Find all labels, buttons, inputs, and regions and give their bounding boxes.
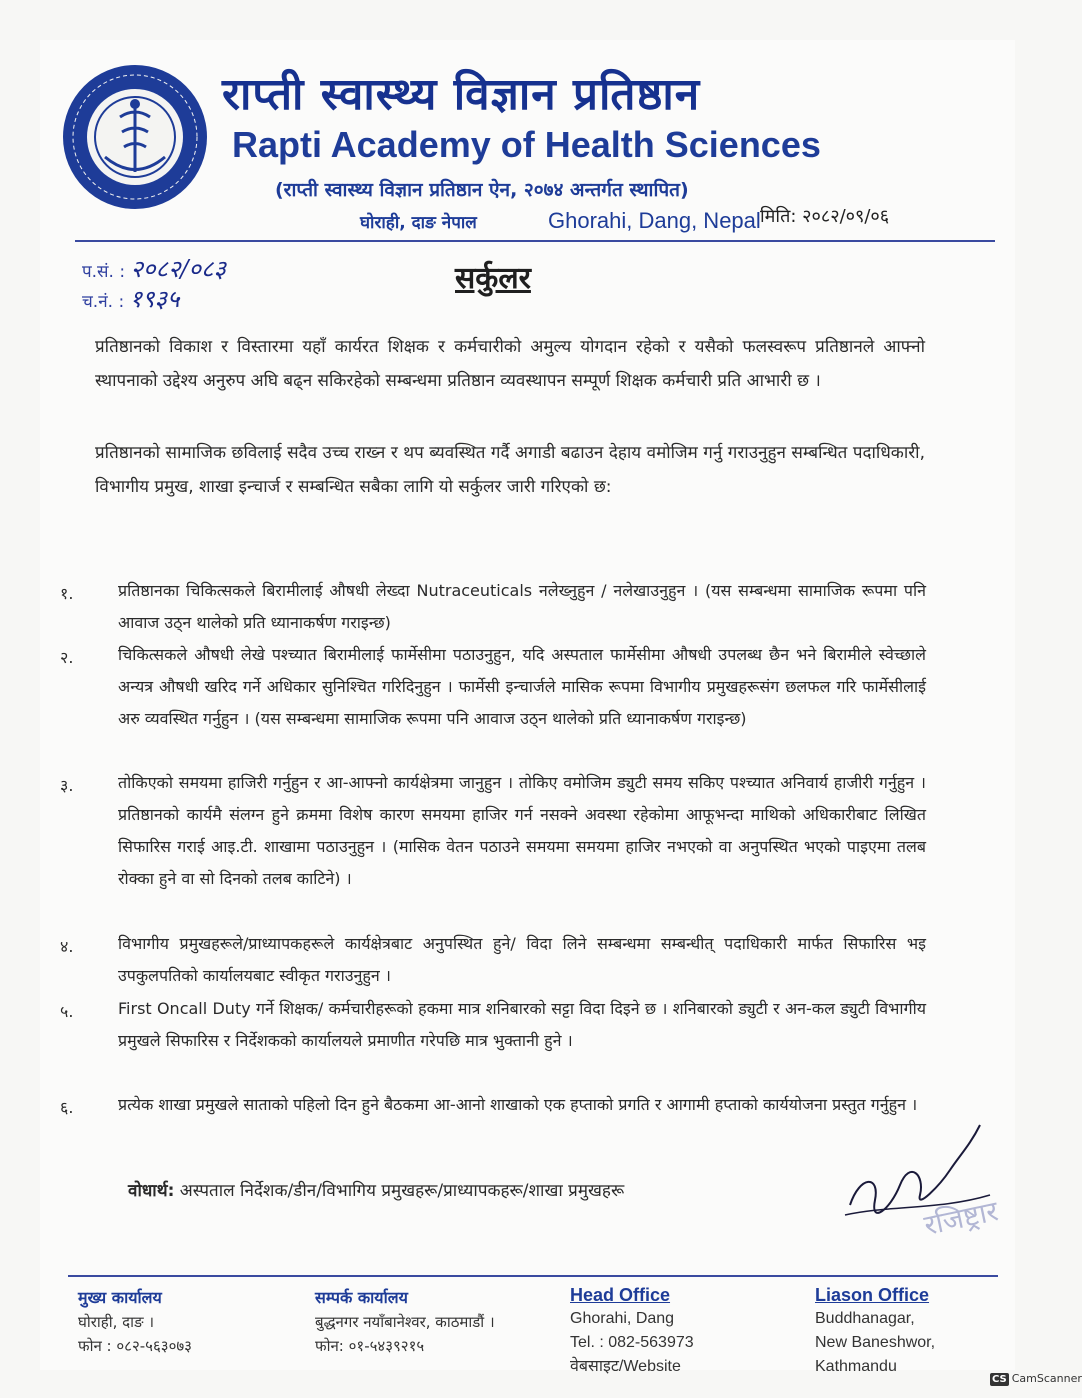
head-office-phone: Tel. : 082-563973	[570, 1334, 694, 1351]
head-office-title: Head Office	[570, 1285, 671, 1305]
liason-office-title: Liason Office	[815, 1285, 930, 1305]
title-english: Rapti Academy of Health Sciences	[232, 124, 821, 165]
footer-head-office	[570, 1283, 694, 1375]
header-divider	[75, 240, 995, 242]
list-item: प्रत्येक शाखा प्रमुखले साताको पहिलो दिन हुने बैठकमा आ-आनो शाखाको एक हप्ताको प्रगति र आगामी हप्ताको कार्ययोजना प्रस्तुत गर्नुहुन ।	[118, 1095, 918, 1114]
main-office-phone: फोन : ०८२-५६३०७३	[78, 1337, 192, 1355]
intro-paragraph: प्रतिष्ठानको विकाश र विस्तारमा यहाँ कार्यरत शिक्षक र कर्मचारीको अमुल्य योगदान रहेको र यसैको फलस्वरूप प्रतिष्ठानले आफ्नो स्थापनाको उद्देश्य अनुरुप अघि बढ्न सकिरहेको सम्बन्धमा प्रतिष्ठान व्यवस्थापन सम्पूर्ण शिक्षक कर्मचारी प्रति आभारी छ ।	[95, 337, 925, 391]
item-number: ५.	[60, 1002, 74, 1021]
liason-office-line3: Kathmandu	[815, 1358, 897, 1375]
academy-seal-logo	[60, 62, 210, 212]
contact-office-address: बुद्धनगर नयाँबानेश्वर, काठमाडौं ।	[315, 1313, 495, 1331]
head-office-address: Ghorahi, Dang	[570, 1310, 675, 1327]
ref-ps-value: २०८२/०८३	[130, 255, 226, 283]
title-nepali: राप्ती स्वास्थ्य विज्ञान प्रतिष्ठान	[222, 69, 701, 120]
footer-divider	[68, 1275, 998, 1277]
circular-heading: सर्कुलर	[455, 261, 531, 296]
footer-main-office	[78, 1286, 192, 1358]
scanner-watermark	[990, 1372, 1082, 1386]
liason-office-line1: Buddhanagar,	[815, 1310, 915, 1327]
footer-liason-office	[815, 1283, 936, 1375]
main-office-address: घोराही, दाङ ।	[78, 1313, 155, 1331]
footer-contact-office	[315, 1286, 495, 1358]
contact-office-title: सम्पर्क कार्यालय	[315, 1288, 408, 1307]
ref-cn-value: १९३५	[129, 285, 180, 313]
contact-office-phone: फोन: ०१-५४३९२१५	[315, 1337, 425, 1355]
ref-cn-label: च.नं. :	[82, 292, 125, 312]
cc-label: वोधार्थ:	[128, 1181, 175, 1201]
dispatch-number	[82, 282, 180, 315]
address-english: Ghorahi, Dang, Nepal	[548, 208, 761, 233]
item-number: १.	[60, 584, 74, 603]
address-nepali: घोराही, दाङ नेपाल	[360, 213, 477, 233]
registrar-signature	[830, 1115, 1030, 1255]
item-number: ४.	[60, 937, 74, 956]
ref-ps-label: प.सं. :	[82, 262, 126, 282]
scanner-badge: CS	[992, 1374, 1007, 1385]
circular-date: मिति: २०८२/०९/०६	[760, 206, 890, 227]
directive-paragraph: प्रतिष्ठानको सामाजिक छविलाई सदैव उच्च राख्न र थप ब्यवस्थित गर्दै अगाडी बढाउन देहाय वमोजिम गर्नु गराउनुहुन सम्बन्धित पदाधिकारी, विभागीय प्रमुख, शाखा इन्चार्ज र सम्बन्धित सबैका लागि यो सर्कुलर जारी गरिएको छ:	[95, 443, 925, 497]
liason-office-line2: New Baneshwor,	[815, 1334, 936, 1351]
item-number: २.	[60, 648, 74, 667]
list-item: प्रतिष्ठानका चिकित्सकले बिरामीलाई औषधी लेख्दा Nutraceuticals नलेख्नुहुन / नलेखाउनुहुन । (यस सम्बन्धमा सामाजिक रूपमा पनि आवाज उठ्न थालेको प्रति ध्यानाकर्षण गराइन्छ)	[118, 581, 926, 632]
item-number: ३.	[60, 776, 74, 795]
reference-number	[82, 252, 226, 285]
scanner-label: CamScanner	[1011, 1372, 1082, 1385]
head-office-website: वेबसाइट/Website	[570, 1358, 681, 1375]
list-item: विभागीय प्रमुखहरूले/प्राध्यापकहरूले कार्यक्षेत्रबाट अनुपस्थित हुने/ विदा लिने सम्बन्धमा सम्बन्धीत् पदाधिकारी मार्फत सिफारिस भइ उपकुलपतिको कार्यालयबाट स्वीकृत गराउनुहुन ।	[118, 934, 926, 985]
main-office-title: मुख्य कार्यालय	[78, 1288, 162, 1307]
cc-recipients: अस्पताल निर्देशक/डीन/विभागिय प्रमुखहरू/प्राध्यापकहरू/शाखा प्रमुखहरू	[179, 1181, 625, 1201]
list-item: First Oncall Duty गर्ने शिक्षक/ कर्मचारीहरूको हकमा मात्र शनिबारको सट्टा विदा दिइने छ । शनिबारको ड्युटी र अन-कल ड्युटी विभागीय प्रमुखले सिफारिस र निर्देशकको कार्यालयले प्रमाणीत गरेपछि मात्र भुक्तानी हुने ।	[118, 999, 926, 1050]
registrar-stamp: रजिष्ट्रार	[921, 1194, 1001, 1242]
list-item: तोकिएको समयमा हाजिरी गर्नुहुन र आ-आफ्नो कार्यक्षेत्रमा जानुहुन । तोकिए वमोजिम ड्युटी समय सकिए पश्च्यात अनिवार्य हाजीरी गर्नुहुन । प्रतिष्ठानको कार्यमै संलग्न हुने क्रममा विशेष कारण समयमा हाजिर गर्न नसक्ने अवस्था रहेकोमा आफूभन्दा माथिको अधिकारीबाट लिखित सिफारिस गराई आइ.टी. शाखामा पठाउनुहुन । (मासिक वेतन पठाउने समयमा समयमा हाजिर नभएको वा अनुपस्थित भएको पाइएमा तलब रोक्का हुने वा सो दिनको तलब काटिने) ।	[118, 773, 926, 888]
item-number: ६.	[60, 1098, 74, 1117]
establishment-act: (राप्ती स्वास्थ्य विज्ञान प्रतिष्ठान ऐन, २०७४ अन्तर्गत स्थापित)	[275, 179, 689, 201]
copy-to-line	[128, 1178, 624, 1201]
list-item: चिकित्सकले औषधी लेखे पश्च्यात बिरामीलाई फार्मेसीमा पठाउनुहुन, यदि अस्पताल फार्मेसीमा औषधी उपलब्ध छैन भने बिरामीले स्वेच्छाले अन्यत्र औषधी खरिद गर्ने अधिकार सुनिश्चित गरिदिनुहुन । फार्मेसी इन्चार्जले मासिक रूपमा विभागीय प्रमुखहरूसंग छलफल गरि फार्मेसीलाई अरु व्यवस्थित गर्नुहुन । (यस सम्बन्धमा सामाजिक रूपमा पनि आवाज उठ्न थालेको प्रति ध्यानाकर्षण गराइन्छ)	[118, 645, 926, 728]
